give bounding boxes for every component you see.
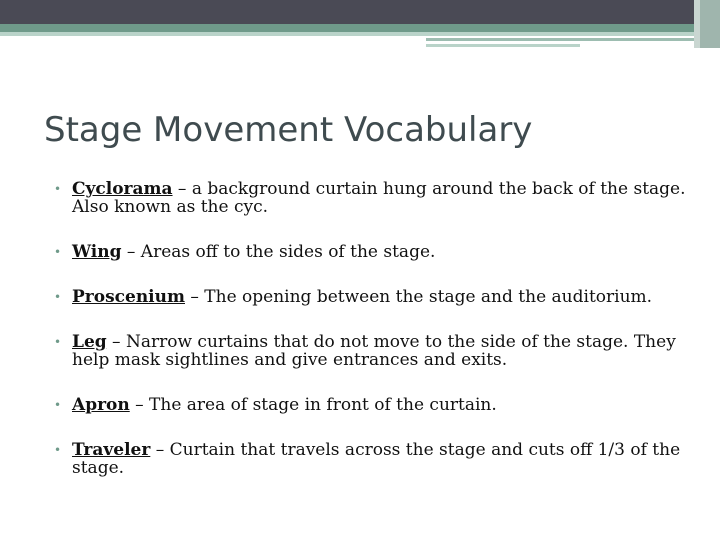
definition-text: – a background curtain hung around the back of the stage. Also known as the cyc. [72, 179, 686, 217]
list-item [54, 288, 694, 306]
bullet-icon: • [54, 443, 62, 457]
bullet-icon: • [54, 245, 62, 259]
list-item [54, 396, 694, 414]
vocabulary-list [54, 180, 694, 504]
term-link[interactable]: Cyclorama [72, 179, 173, 199]
term-link[interactable]: Traveler [72, 440, 151, 460]
term-link[interactable]: Proscenium [72, 287, 185, 307]
header-stripe [0, 24, 720, 32]
term-link[interactable]: Leg [72, 332, 107, 352]
definition-text: – The opening between the stage and the auditorium. [184, 287, 653, 307]
definition-text: – Areas off to the sides of the stage. [121, 242, 436, 262]
term-link[interactable]: Apron [72, 395, 130, 415]
list-item [54, 180, 694, 216]
bullet-icon: • [54, 335, 62, 349]
header-accent-line-short [426, 44, 580, 47]
definition-text: – Curtain that travels across the stage and cuts off 1/3 of the stage. [72, 440, 681, 478]
list-item [54, 333, 694, 369]
bullet-icon: • [54, 290, 62, 304]
list-item [54, 441, 694, 477]
header-stripe-light [0, 32, 720, 36]
definition-text: – The area of stage in front of the curtain. [129, 395, 497, 415]
slide-title: Stage Movement Vocabulary [44, 110, 533, 150]
bullet-icon: • [54, 182, 62, 196]
header-band [0, 0, 720, 24]
definition-text: – Narrow curtains that do not move to the side of the stage. They help mask sightlines and give entrances and exits. [72, 332, 676, 370]
list-item [54, 243, 694, 261]
header-accent-line [426, 38, 720, 41]
corner-block-inner [700, 0, 720, 48]
term-link[interactable]: Wing [72, 242, 122, 262]
bullet-icon: • [54, 398, 62, 412]
